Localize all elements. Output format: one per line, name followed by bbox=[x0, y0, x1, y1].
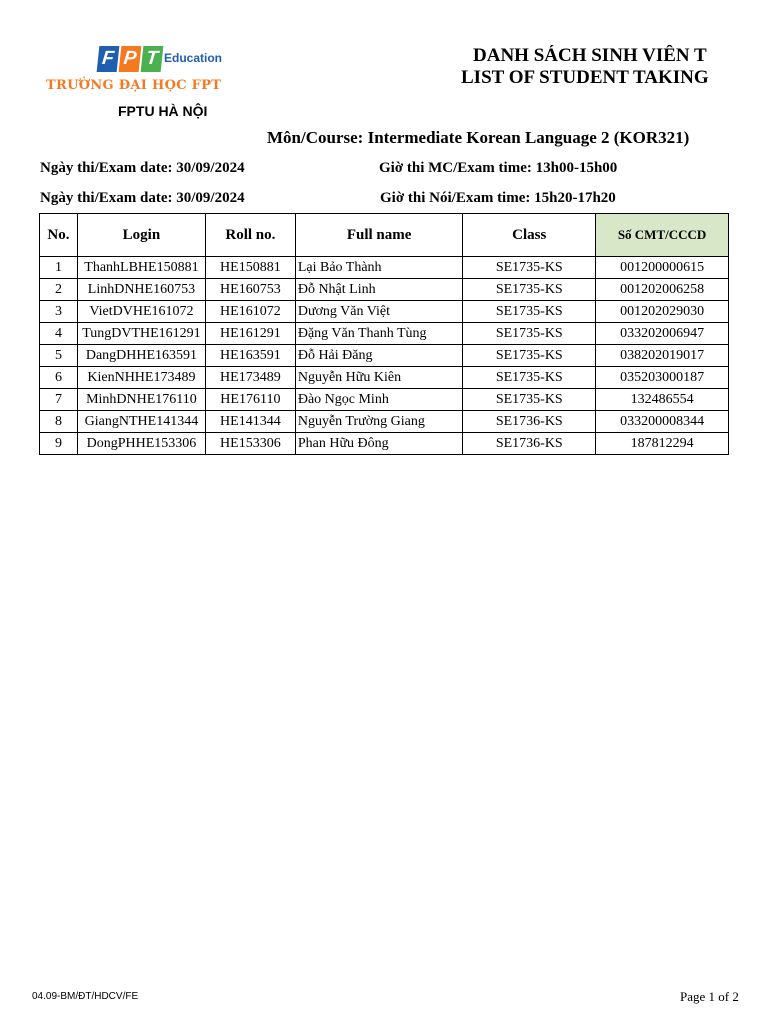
cell-class: SE1735-KS bbox=[463, 323, 596, 345]
cell-roll-no: HE160753 bbox=[205, 279, 295, 301]
cell-no: 9 bbox=[40, 433, 78, 455]
cell-full-name: Đỗ Hải Đăng bbox=[295, 345, 463, 367]
cell-login: KienNHHE173489 bbox=[77, 367, 205, 389]
header-login: Login bbox=[77, 214, 205, 257]
cell-class: SE1735-KS bbox=[463, 345, 596, 367]
cell-id-number: 001202006258 bbox=[596, 279, 729, 301]
cell-no: 4 bbox=[40, 323, 78, 345]
cell-id-number: 033202006947 bbox=[596, 323, 729, 345]
page-number: Page 1 of 2 bbox=[680, 989, 739, 1004]
exam-date-1: Ngày thi/Exam date: 30/09/2024 bbox=[40, 160, 245, 176]
header-id-number: Số CMT/CCCD bbox=[596, 214, 729, 257]
table-row bbox=[40, 411, 729, 433]
table-row bbox=[40, 345, 729, 367]
cell-id-number: 001200000615 bbox=[596, 257, 729, 279]
cell-roll-no: HE176110 bbox=[205, 389, 295, 411]
logo-education-text: Education bbox=[164, 51, 223, 65]
cell-login: ThanhLBHE150881 bbox=[77, 257, 205, 279]
cell-id-number: 038202019017 bbox=[596, 345, 729, 367]
cell-class: SE1736-KS bbox=[463, 411, 596, 433]
table-row bbox=[40, 433, 729, 455]
table-row bbox=[40, 257, 729, 279]
table-row bbox=[40, 301, 729, 323]
cell-login: VietDVHE161072 bbox=[77, 301, 205, 323]
cell-class: SE1735-KS bbox=[463, 389, 596, 411]
table-row bbox=[40, 323, 729, 345]
campus-name: FPTU HÀ NỘI bbox=[118, 103, 208, 119]
cell-login: TungDVTHE161291 bbox=[77, 323, 205, 345]
cell-login: LinhDNHE160753 bbox=[77, 279, 205, 301]
cell-full-name: Đào Ngọc Minh bbox=[295, 389, 463, 411]
cell-class: SE1735-KS bbox=[463, 301, 596, 323]
cell-no: 2 bbox=[40, 279, 78, 301]
cell-full-name: Nguyễn Trường Giang bbox=[295, 411, 463, 433]
exam-time-mc: Giờ thi MC/Exam time: 13h00-15h00 bbox=[379, 160, 618, 176]
header-no: No. bbox=[40, 214, 78, 257]
form-code: 04.09-BM/ĐT/HDCV/FE bbox=[32, 991, 139, 1002]
table-header-row bbox=[40, 214, 729, 257]
cell-roll-no: HE141344 bbox=[205, 411, 295, 433]
cell-full-name: Đặng Văn Thanh Tùng bbox=[295, 323, 463, 345]
cell-roll-no: HE161291 bbox=[205, 323, 295, 345]
exam-time-speaking: Giờ thi Nói/Exam time: 15h20-17h20 bbox=[380, 190, 616, 206]
cell-class: SE1736-KS bbox=[463, 433, 596, 455]
course-line: Môn/Course: Intermediate Korean Language 2 (KOR321) bbox=[267, 128, 690, 147]
fpt-education-logo bbox=[46, 42, 276, 102]
logo-letter-f: F bbox=[97, 46, 120, 72]
cell-id-number: 001202029030 bbox=[596, 301, 729, 323]
cell-full-name: Đỗ Nhật Linh bbox=[295, 279, 463, 301]
cell-login: MinhDNHE176110 bbox=[77, 389, 205, 411]
cell-roll-no: HE163591 bbox=[205, 345, 295, 367]
cell-login: GiangNTHE141344 bbox=[77, 411, 205, 433]
student-list-table bbox=[39, 213, 729, 455]
cell-roll-no: HE153306 bbox=[205, 433, 295, 455]
cell-no: 7 bbox=[40, 389, 78, 411]
cell-id-number: 033200008344 bbox=[596, 411, 729, 433]
table-row bbox=[40, 279, 729, 301]
header-full-name: Full name bbox=[295, 214, 463, 257]
cell-id-number: 187812294 bbox=[596, 433, 729, 455]
table-row bbox=[40, 367, 729, 389]
cell-roll-no: HE161072 bbox=[205, 301, 295, 323]
cell-id-number: 035203000187 bbox=[596, 367, 729, 389]
cell-no: 1 bbox=[40, 257, 78, 279]
cell-login: DangDHHE163591 bbox=[77, 345, 205, 367]
cell-full-name: Nguyễn Hữu Kiên bbox=[295, 367, 463, 389]
logo-letter-t: T bbox=[141, 46, 164, 72]
cell-roll-no: HE150881 bbox=[205, 257, 295, 279]
cell-class: SE1735-KS bbox=[463, 257, 596, 279]
header-roll-no: Roll no. bbox=[205, 214, 295, 257]
cell-no: 6 bbox=[40, 367, 78, 389]
cell-login: DongPHHE153306 bbox=[77, 433, 205, 455]
title-vietnamese: DANH SÁCH SINH VIÊN T bbox=[473, 45, 707, 66]
cell-no: 8 bbox=[40, 411, 78, 433]
table-row bbox=[40, 389, 729, 411]
title-english: LIST OF STUDENT TAKING bbox=[461, 67, 709, 88]
cell-full-name: Dương Văn Việt bbox=[295, 301, 463, 323]
cell-roll-no: HE173489 bbox=[205, 367, 295, 389]
logo-letter-p: P bbox=[119, 46, 142, 72]
cell-full-name: Phan Hữu Đông bbox=[295, 433, 463, 455]
header-class: Class bbox=[463, 214, 596, 257]
cell-class: SE1735-KS bbox=[463, 279, 596, 301]
cell-full-name: Lại Bảo Thành bbox=[295, 257, 463, 279]
exam-date-2: Ngày thi/Exam date: 30/09/2024 bbox=[40, 190, 245, 206]
school-name: TRƯỜNG ĐẠI HỌC FPT bbox=[46, 78, 222, 93]
cell-no: 5 bbox=[40, 345, 78, 367]
cell-class: SE1735-KS bbox=[463, 367, 596, 389]
cell-no: 3 bbox=[40, 301, 78, 323]
cell-id-number: 132486554 bbox=[596, 389, 729, 411]
document-title bbox=[440, 45, 730, 89]
